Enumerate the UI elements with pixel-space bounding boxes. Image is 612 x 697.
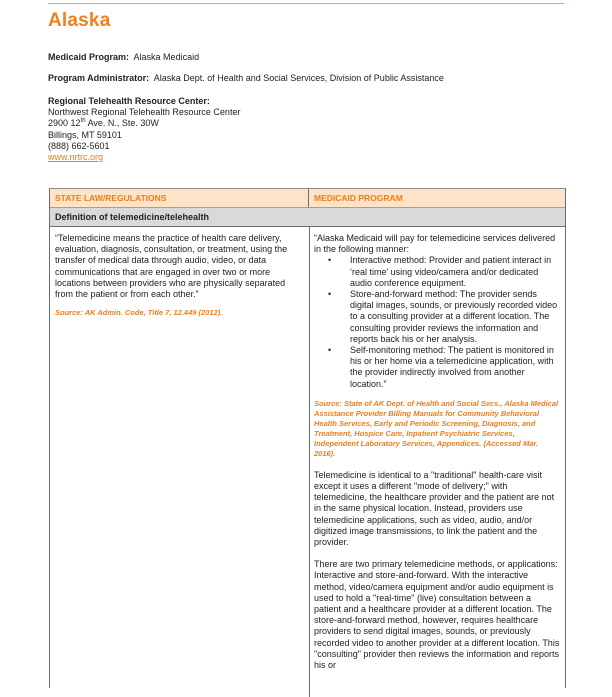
resource-center-name: Northwest Regional Telehealth Resource Center <box>48 107 241 118</box>
medicaid-cell <box>314 233 560 671</box>
method-text: Store-and-forward method: The provider sends digital images, sounds, or previously recorded video to a consulting provider at a different location. The consulting provider reviews the information and reports back his or her analysis. <box>350 289 558 344</box>
resource-center-website-link[interactable]: www.nrtrc.org <box>48 152 104 163</box>
section-title: Definition of telemedicine/telehealth <box>55 212 210 222</box>
resource-center-label: Regional Telehealth Resource Center: <box>48 96 210 106</box>
telehealth-table <box>49 188 566 688</box>
list-item <box>328 345 560 390</box>
bullet-icon: • <box>328 345 332 356</box>
program-admin-line <box>48 73 444 83</box>
program-admin-value: Alaska Dept. of Health and Social Services, Division of Public Assistance <box>153 73 444 83</box>
header-medicaid-program: MEDICAID PROGRAM <box>314 193 403 203</box>
table-header-row <box>50 189 565 208</box>
resource-center-address <box>48 118 240 129</box>
list-item <box>328 289 560 345</box>
resource-center-block <box>48 96 240 163</box>
medicaid-source: Source: State of AK Dept. of Health and Social Svcs., Alaska Medical Assistance Provider Billing Manuals for Community Behavioral Health Services, Early and Periodic Screening, Diagnosis, and Treatment, Hospice Care, Inpatient Psychiatric Services, Independent Laboratory Services, Appendices. (Accessed Mar. 2016). <box>314 398 559 458</box>
medicaid-paragraph-2: There are two primary telemedicine methods, or applications: Interactive and store-and-forward. With the interactive method, video/camera equipment and/or audio equipment is used to hold a "real-time" (live) consultation between a patient and a healthcare provider at a different location. The store-and-forward method, however, requires healthcare providers to send digital images, sounds, or previously recorded video to another provider at a different location. This "consulting" provider then reviews the information and reports his or <box>314 559 560 671</box>
top-rule <box>48 3 564 4</box>
section-row <box>50 208 565 227</box>
state-law-source: Source: AK Admin. Code, Title 7, 12.449 (2012). <box>55 308 223 318</box>
bullet-icon: • <box>328 255 332 266</box>
medicaid-program-line <box>48 52 199 62</box>
state-law-definition: “Telemedicine means the practice of health care delivery, evaluation, diagnosis, consultation, or treatment, using the transfer of medical data through audio, video, or data communications that are engaged in over two or more locations between providers who are physically separated from the patient or from each other.” <box>55 233 288 300</box>
list-item <box>328 255 560 289</box>
page-title: Alaska <box>48 10 111 31</box>
address-street: Ave. N., Ste. 30W <box>85 118 159 129</box>
method-text: Self-monitoring method: The patient is monitored in his or her home via a telemedicine application, with the provider indirectly involved from another location.” <box>350 345 554 389</box>
state-law-cell <box>55 233 303 318</box>
column-divider <box>309 227 310 697</box>
methods-list <box>314 255 560 389</box>
program-admin-label: Program Administrator: <box>48 73 150 83</box>
method-text: Interactive method: Provider and patient interact in ‘real time’ using video/camera and/or dedicated audio conference equipment. <box>350 255 552 288</box>
bullet-icon: • <box>328 289 332 300</box>
spacer <box>314 548 560 559</box>
spacer <box>314 459 560 470</box>
spacer <box>314 390 560 399</box>
address-ordinal: th <box>80 118 86 125</box>
medicaid-program-label: Medicaid Program: <box>48 52 130 62</box>
header-state-law: STATE LAW/REGULATIONS <box>50 189 309 207</box>
resource-center-city: Billings, MT 59101 <box>48 129 122 140</box>
medicaid-intro: “Alaska Medicaid will pay for telemedicine services delivered in the following manner: <box>314 233 556 255</box>
medicaid-paragraph-1: Telemedicine is identical to a "traditional" health-care visit except it uses a different "mode of delivery;" with telemedicine, the healthcare provider and the patient are not in the same physical location. Instead, providers use telemedicine applications, such as video, audio, and/or digitized image transmissions, to link the patient and the provider. <box>314 469 555 548</box>
resource-center-phone: (888) 662-5601 <box>48 140 110 151</box>
address-street-number: 2900 12 <box>48 118 81 129</box>
medicaid-program-value: Alaska Medicaid <box>133 52 200 62</box>
